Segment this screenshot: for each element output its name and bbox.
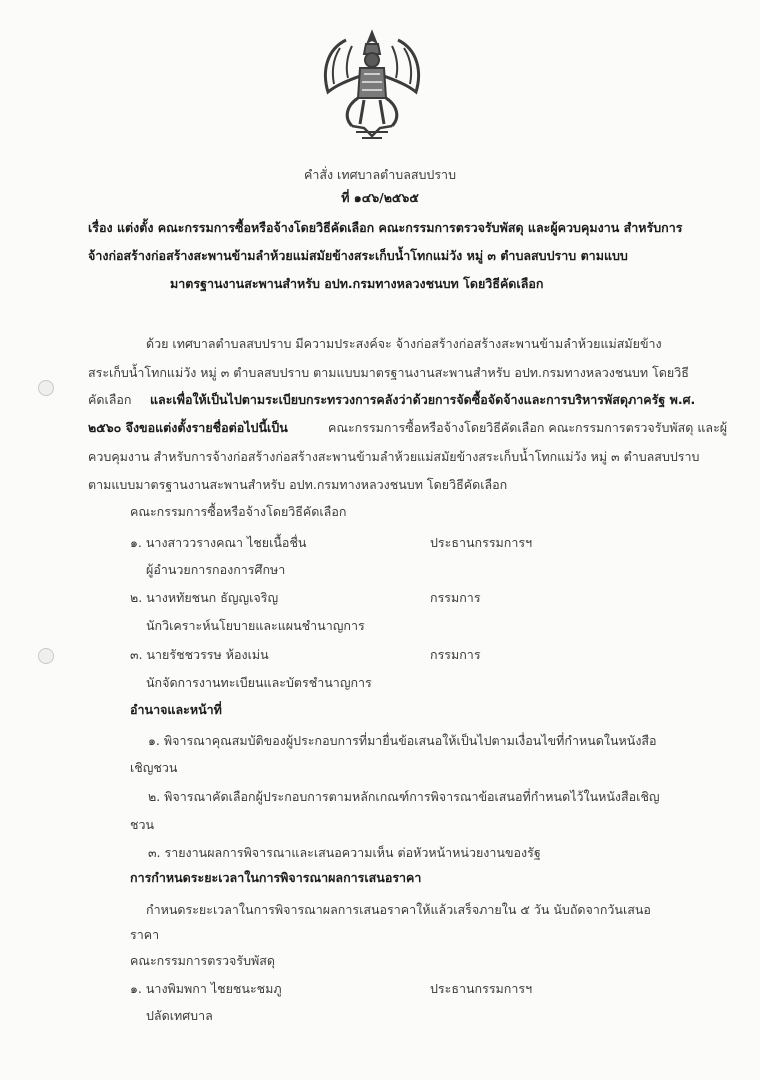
committee2-member-position: ปลัดเทศบาล [146, 1008, 213, 1023]
duty-1-line-2: เชิญชวน [130, 760, 178, 775]
duty-3: ๓. รายงานผลการพิจารณาและเสนอความเห็น ต่อหัวหน้าหน่วยงานของรัฐ [148, 845, 541, 860]
duty-2-line-2: ชวน [130, 817, 155, 832]
duty-2-line-1: ๒. พิจารณาคัดเลือกผู้ประกอบการตามหลักเกณฑ์การพิจารณาข้อเสนอที่กำหนดไว้ในหนังสือเชิญ [148, 789, 660, 804]
subject-line-2: จ้างก่อสร้างก่อสร้างสะพานข้ามลำห้วยแม่สมัยข้างสระเก็บน้ำโทกแม่วัง หมู่ ๓ ตำบลสบปราบ ตามแบบ [88, 248, 628, 263]
subject-line-1: เรื่อง แต่งตั้ง คณะกรรมการซื้อหรือจ้างโดยวิธีคัดเลือก คณะกรรมการตรวจรับพัสดุ และผู้ควบคุมงาน สำหรับการ [88, 220, 683, 235]
timeframe-line-2: ราคา [130, 927, 160, 942]
paragraph-line-1: ด้วย เทศบาลตำบลสบปราบ มีความประสงค์จะ จ้างก่อสร้างก่อสร้างสะพานข้ามลำห้วยแม่สมัยข้าง [146, 336, 662, 351]
committee2-heading: คณะกรรมการตรวจรับพัสดุ [130, 953, 276, 968]
paragraph-line-4a: ๒๕๖๐ จึงขอแต่งตั้งรายชื่อต่อไปนี้เป็น [88, 420, 288, 435]
committee1-member-name: ๓. นายรัชชวรรษ ห้องเม่น [130, 647, 269, 662]
committee2-member-name: ๑. นางพิมพกา ไชยชนะชมภู [130, 981, 282, 996]
timeframe-heading: การกำหนดระยะเวลาในการพิจารณาผลการเสนอราคา [130, 870, 422, 885]
committee1-member-role: กรรมการ [430, 590, 481, 605]
timeframe-line-1: กำหนดระยะเวลาในการพิจารณาผลการเสนอราคาให้แล้วเสร็จภายใน ๕ วัน นับถัดจากวันเสนอ [146, 902, 651, 917]
committee1-heading: คณะกรรมการซื้อหรือจ้างโดยวิธีคัดเลือก [130, 504, 347, 519]
committee1-member-role: ประธานกรรมการฯ [430, 535, 533, 550]
committee1-member-name: ๒. นางหทัยชนก ธัญญเจริญ [130, 590, 279, 605]
punch-hole [38, 380, 54, 396]
order-number: ที่ ๑๔๖/๒๕๖๕ [341, 190, 419, 205]
paragraph-line-5: ควบคุมงาน สำหรับการจ้างก่อสร้างก่อสร้างสะพานข้ามลำห้วยแม่สมัยข้างสระเก็บน้ำโทกแม่วัง หมู่ ๓ ตำบลสบปราบ [88, 449, 700, 464]
order-label: คำสั่ง เทศบาลตำบลสบปราบ [303, 167, 457, 182]
duties-heading: อำนาจและหน้าที่ [130, 702, 222, 717]
paragraph-line-4b: คณะกรรมการซื้อหรือจ้างโดยวิธีคัดเลือก คณะกรรมการตรวจรับพัสดุ และผู้ [328, 420, 728, 435]
committee2-member-role: ประธานกรรมการฯ [430, 981, 533, 996]
committee1-member-position: นักจัดการงานทะเบียนและบัตรชำนาญการ [146, 675, 372, 690]
duty-1-line-1: ๑. พิจารณาคุณสมบัติของผู้ประกอบการที่มายื่นข้อเสนอให้เป็นไปตามเงื่อนไขที่กำหนดในหนังสือ [148, 733, 657, 748]
paragraph-line-2: สระเก็บน้ำโทกแม่วัง หมู่ ๓ ตำบลสบปราบ ตามแบบมาตรฐานงานสะพานสำหรับ อปท.กรมทางหลวงชนบท โดยวิธี [88, 365, 689, 380]
committee1-member-name: ๑. นางสาววรางคณา ไชยเนื้อชื่น [130, 535, 307, 550]
punch-hole [38, 648, 54, 664]
committee1-member-role: กรรมการ [430, 647, 481, 662]
paragraph-line-3b: และเพื่อให้เป็นไปตามระเบียบกระทรวงการคลังว่าด้วยการจัดซื้อจัดจ้างและการบริหารพัสดุภาครัฐ พ.ศ. [150, 392, 696, 407]
committee1-member-position: ผู้อำนวยการกองการศึกษา [146, 562, 286, 577]
paragraph-line-3a: คัดเลือก [88, 392, 132, 407]
paragraph-line-6: ตามแบบมาตรฐานงานสะพานสำหรับ อปท.กรมทางหลวงชนบท โดยวิธีคัดเลือก [88, 477, 508, 492]
garuda-emblem-icon [316, 28, 428, 143]
committee1-member-position: นักวิเคราะห์นโยบายและแผนชำนาญการ [146, 618, 365, 633]
subject-line-3: มาตรฐานงานสะพานสำหรับ อปท.กรมทางหลวงชนบท โดยวิธีคัดเลือก [170, 276, 544, 291]
